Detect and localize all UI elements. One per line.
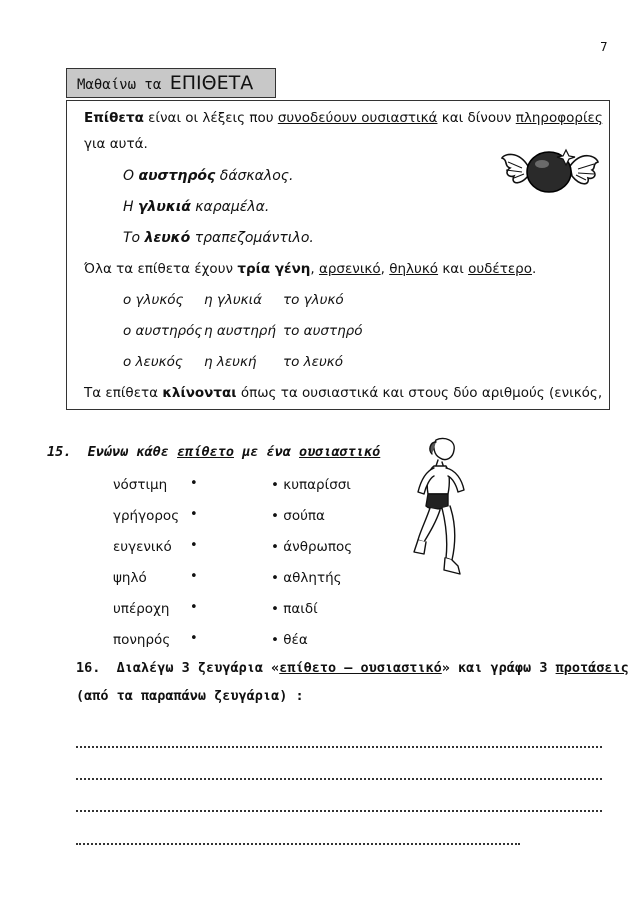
right-word-3[interactable] xyxy=(271,539,352,555)
exercise-number: 15. xyxy=(47,444,72,460)
page-number: 7 xyxy=(600,40,608,54)
example-adjective: γλυκιά xyxy=(137,199,191,215)
theory-line-2: για αυτά. xyxy=(84,136,148,152)
theory-underlined: πληροφορίες xyxy=(515,110,603,126)
theory-text: , xyxy=(380,261,390,277)
theory-text: και xyxy=(438,261,469,277)
left-word-4: ψηλό xyxy=(113,570,147,586)
left-connector-6[interactable]: • xyxy=(190,631,198,646)
right-word-1[interactable] xyxy=(271,477,351,493)
example-article: Η xyxy=(123,199,138,215)
runner-icon xyxy=(412,436,474,578)
form-masc-2: ο αυστηρός xyxy=(123,323,203,339)
right-word-text: θέα xyxy=(283,632,308,648)
left-connector-1[interactable]: • xyxy=(190,476,198,491)
theory-text: Τα επίθετα xyxy=(84,385,163,401)
gender-masculine: αρσενικό xyxy=(318,261,381,277)
left-word-5: υπέροχη xyxy=(113,601,170,617)
answer-line-1[interactable] xyxy=(76,746,602,748)
right-word-4[interactable] xyxy=(271,570,342,586)
example-3 xyxy=(123,230,314,246)
right-connector: • xyxy=(271,632,279,648)
theory-text: και δίνουν xyxy=(437,110,516,126)
example-2 xyxy=(123,199,269,215)
form-neut-1: το γλυκό xyxy=(283,292,344,308)
inflection-line xyxy=(84,385,602,401)
example-noun: καραμέλα. xyxy=(190,199,270,215)
left-connector-4[interactable]: • xyxy=(190,569,198,584)
theory-underlined: συνοδεύουν ουσιαστικά xyxy=(277,110,438,126)
right-word-text: άνθρωπος xyxy=(283,539,353,555)
theory-text: , xyxy=(310,261,319,277)
exercise-number: 16. xyxy=(76,660,101,676)
exercise-underlined: ουσιαστικό xyxy=(299,444,381,460)
example-adjective: αυστηρός xyxy=(138,168,216,184)
example-article: Ο xyxy=(123,168,139,184)
right-word-text: αθλητής xyxy=(283,570,342,586)
exercise-text: με ένα xyxy=(233,444,299,460)
exercise-text: » και γράφω 3 xyxy=(441,660,556,676)
title-main: ΕΠΙΘΕΤΑ xyxy=(169,72,254,94)
exercise-underlined: επίθετο – ουσιαστικό xyxy=(279,660,442,676)
left-word-1: νόστιμη xyxy=(113,477,168,493)
form-masc-1: ο γλυκός xyxy=(123,292,184,308)
right-connector: • xyxy=(271,539,279,555)
genders-line xyxy=(84,261,536,277)
exercise-15-title xyxy=(47,444,380,460)
right-word-text: παιδί xyxy=(283,601,318,617)
right-connector: • xyxy=(271,477,279,493)
right-word-text: κυπαρίσσι xyxy=(283,477,351,493)
right-connector: • xyxy=(271,601,279,617)
right-word-6[interactable] xyxy=(271,632,308,648)
right-word-text: σούπα xyxy=(283,508,325,524)
left-connector-3[interactable]: • xyxy=(190,538,198,553)
theory-text: όπως τα ουσιαστικά και στους δύο αριθμούς (ενικός, xyxy=(236,385,603,401)
example-adjective: λευκό xyxy=(144,230,191,246)
exercise-underlined: προτάσεις xyxy=(555,660,629,676)
term-inflected: κλίνονται xyxy=(162,385,237,401)
title-prefix: Μαθαίνω τα xyxy=(77,77,162,93)
exercise-16-line-2: (από τα παραπάνω ζευγάρια) : xyxy=(76,688,304,704)
left-word-2: γρήγορος xyxy=(113,508,180,524)
form-fem-2: η αυστηρή xyxy=(204,323,276,339)
exercise-text: Διαλέγω 3 ζευγάρια « xyxy=(116,660,280,676)
form-neut-3: το λευκό xyxy=(283,354,343,370)
example-article: Το xyxy=(123,230,145,246)
left-word-6: πονηρός xyxy=(113,632,171,648)
page-title xyxy=(77,72,253,94)
theory-text: . xyxy=(531,261,537,277)
exercise-16-line-1 xyxy=(76,660,629,676)
left-connector-2[interactable]: • xyxy=(190,507,198,522)
theory-line-1 xyxy=(84,110,603,126)
example-noun: τραπεζομάντιλο. xyxy=(190,230,314,246)
term-three-genders: τρία γένη xyxy=(237,261,311,277)
answer-line-3[interactable] xyxy=(76,810,602,812)
candy-icon xyxy=(500,136,600,206)
form-fem-3: η λευκή xyxy=(204,354,257,370)
answer-line-4[interactable] xyxy=(76,843,520,845)
left-connector-5[interactable]: • xyxy=(190,600,198,615)
theory-text: είναι οι λέξεις που xyxy=(143,110,278,126)
form-neut-2: το αυστηρό xyxy=(283,323,363,339)
right-connector: • xyxy=(271,570,279,586)
term-epitheta: Επίθετα xyxy=(84,110,144,126)
theory-text: Όλα τα επίθετα έχουν xyxy=(84,261,238,277)
answer-line-2[interactable] xyxy=(76,778,602,780)
gender-feminine: θηλυκό xyxy=(389,261,439,277)
gender-neuter: ουδέτερο xyxy=(468,261,532,277)
right-word-5[interactable] xyxy=(271,601,318,617)
exercise-underlined: επίθετο xyxy=(177,444,234,460)
right-connector: • xyxy=(271,508,279,524)
form-fem-1: η γλυκιά xyxy=(204,292,263,308)
right-word-2[interactable] xyxy=(271,508,325,524)
example-noun: δάσκαλος. xyxy=(215,168,294,184)
example-1 xyxy=(123,168,293,184)
form-masc-3: ο λευκός xyxy=(123,354,183,370)
left-word-3: ευγενικό xyxy=(113,539,172,555)
exercise-text: Ενώνω κάθε xyxy=(87,444,178,460)
